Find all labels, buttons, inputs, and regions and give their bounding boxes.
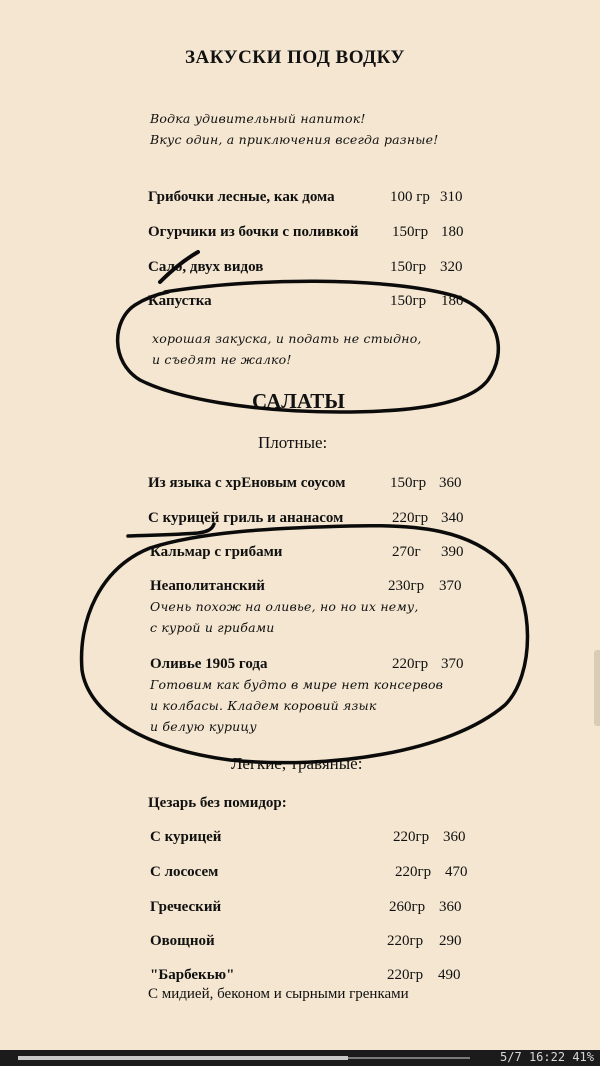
menu-item-name: Оливье 1905 года [150, 656, 268, 672]
menu-item-weight: 270г [392, 544, 421, 560]
menu-item-name: Неаполитанский [150, 578, 265, 594]
menu-item-weight: 220гр [387, 967, 424, 983]
item-note-line: С мидией, беконом и сырными гренками [148, 986, 409, 1002]
menu-item-name: "Барбекью" [150, 967, 235, 983]
menu-item-name: Кальмар с грибами [150, 544, 283, 560]
clock: 16:22 [528, 1050, 566, 1064]
status-bar [0, 1050, 600, 1066]
item-note-line: с курой и грибами [150, 620, 275, 635]
menu-item-price: 390 [441, 544, 464, 560]
menu-item-weight: 150гр [390, 259, 427, 275]
menu-item-name: Капустка [148, 293, 212, 309]
menu-item-weight: 100 гр [390, 189, 430, 205]
menu-item-weight: 220гр [393, 829, 430, 845]
menu-item-weight: 150гр [390, 475, 427, 491]
menu-item-name: Из языка с хрЕновым соусом [148, 475, 346, 491]
item-note-line: Готовим как будто в мире нет консервов [150, 677, 444, 692]
section-title-salads: САЛАТЫ [252, 389, 345, 413]
epigraph-line-2: Вкус один, а приключения всегда разные! [150, 132, 439, 147]
menu-item-price: 360 [439, 899, 462, 915]
subsection-light: Легкие, травяные: [231, 754, 363, 773]
menu-item-price: 180 [441, 224, 464, 240]
battery-level: 41% [572, 1050, 594, 1064]
menu-item-price: 180 [441, 293, 464, 309]
circle-salads [82, 526, 528, 763]
menu-item-weight: 150гр [392, 224, 429, 240]
epigraph-line-1: Водка удивительный напиток! [150, 111, 366, 126]
menu-item-name: Греческий [150, 899, 222, 915]
menu-item-weight: 220гр [392, 656, 429, 672]
menu-item-weight: 230гр [388, 578, 425, 594]
menu-item-weight: 150гр [390, 293, 427, 309]
menu-item-price: 360 [439, 475, 462, 491]
menu-item-name: Овощной [150, 933, 215, 949]
menu-item-name: С курицей гриль и ананасом [148, 510, 344, 526]
menu-item-name: С лососем [150, 864, 219, 880]
menu-item-price: 370 [439, 578, 462, 594]
section-title-snacks: ЗАКУСКИ ПОД ВОДКУ [185, 47, 405, 68]
status-readout [500, 1050, 594, 1064]
menu-item-weight: 220гр [392, 510, 429, 526]
subsection-dense: Плотные: [258, 433, 328, 452]
menu-item-price: 320 [440, 259, 463, 275]
page-indicator: 5/7 [500, 1050, 522, 1064]
menu-item-name: Огурчики из бочки с поливкой [148, 224, 359, 240]
menu-item-name: Грибочки лесные, как дома [148, 189, 335, 205]
item-note-line: и белую курицу [150, 719, 257, 734]
menu-item-price: 470 [445, 864, 468, 880]
menu-item-price: 360 [443, 829, 466, 845]
item-note-line: Очень похож на оливье, но но их нему, [150, 599, 419, 614]
menu-item-weight: 260гр [389, 899, 426, 915]
menu-item-price: 290 [439, 933, 462, 949]
page-edge-handle[interactable] [594, 650, 600, 726]
menu-item-weight: 220гр [387, 933, 424, 949]
item-note-line: и съедят не жалко! [152, 352, 292, 367]
page-scrollbar[interactable] [18, 1057, 470, 1059]
menu-item-name: Сало, двух видов [148, 259, 264, 275]
item-note-line: хорошая закуска, и подать не стыдно, [152, 331, 422, 346]
subsection-caesar-heading: Цезарь без помидор: [148, 795, 287, 811]
menu-item-price: 310 [440, 189, 463, 205]
item-note-line: и колбасы. Кладем коровий язык [150, 698, 377, 713]
menu-item-price: 490 [438, 967, 461, 983]
menu-item-price: 340 [441, 510, 464, 526]
page-scrollbar-thumb[interactable] [18, 1056, 348, 1060]
menu-item-weight: 220гр [395, 864, 432, 880]
menu-item-name: С курицей [150, 829, 222, 845]
menu-item-price: 370 [441, 656, 464, 672]
